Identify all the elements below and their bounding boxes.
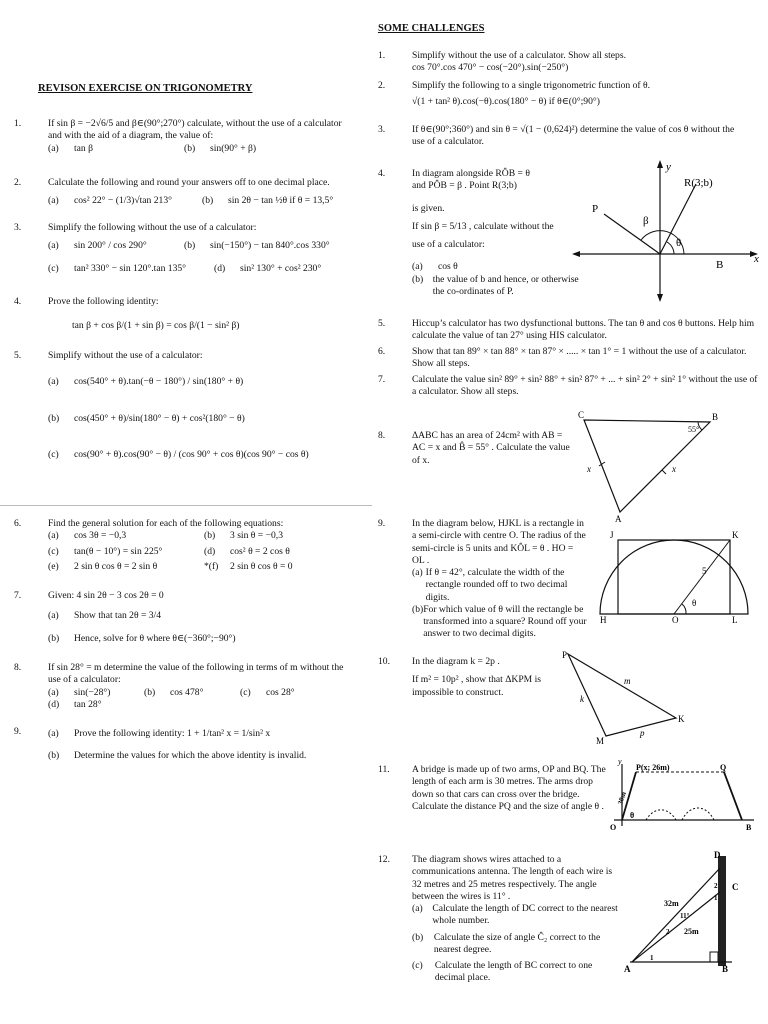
label-b: B (712, 412, 719, 422)
question-9: 9. (a) Prove the following identity: 1 + 1/tan² x = 1/sin² x (b) Determine the values for which the above identity is invalid. (14, 726, 307, 762)
question-6: 6. Find the general solution for each of the following equations: (a) cos 3θ = −0,3 (b) 3 sin θ = −0,3 (c) tan(θ − 10°) = sin 225° (d) cos² θ = 2 cos θ (e) 2 sin θ cos θ = 2 sin θ *(f) 2 sin θ cos θ = 0 (14, 518, 293, 572)
label-kk: K (678, 714, 685, 724)
x-arrow-left-icon (572, 251, 580, 257)
challenge-9: 9. In the diagram below, HJKL is a rectangle in a semi-circle with centre O. The radius of the semi-circle is 5 units and KÔL = θ . HO = OL . (a) If θ = 42°, calculate the width of the rectangle rounded off to two decimal digits. (b) For which value of θ will the rectangle be transformed into a square? Round off your answer to two decimal digits. (378, 518, 587, 640)
label-30m: 30m (616, 790, 628, 806)
figure-c4-axes (570, 158, 766, 304)
label-c1: 1 (714, 894, 718, 902)
wire-ad (632, 868, 720, 962)
challenge-11: 11. A bridge is made up of two arms, OP and BQ. The length of each arm is 30 metres. The arms drop down so that cars can cross over the bridge. Calculate the distance PQ and the size of angle θ . (378, 764, 606, 812)
label-q: Q (720, 763, 727, 772)
semicircle (600, 540, 748, 614)
arc-right (682, 808, 714, 820)
label-l: L (732, 615, 738, 625)
figure-c8-triangle (560, 408, 740, 526)
label-x: x (754, 253, 759, 265)
figure-c10-triangle (556, 648, 696, 748)
label-theta: θ (692, 598, 697, 608)
label-p: P(x; 26m) (636, 763, 670, 772)
label-b: B (716, 259, 724, 271)
label-k: k (580, 694, 584, 704)
label-mm: M (596, 736, 605, 746)
label-o: O (610, 823, 617, 832)
challenge-8: 8. ΔABC has an area of 24cm² with AB = AC = x and B̂ = 55° . Calculate the value of x. (378, 430, 570, 466)
label-r: R(3;b) (684, 177, 713, 189)
label-y: y (666, 161, 671, 173)
label-c: C (578, 410, 585, 420)
label-p: P (592, 203, 599, 215)
y-arrow-down-icon (657, 294, 663, 302)
label-m: m (624, 676, 631, 686)
label-o: O (672, 615, 679, 625)
label-x1: x (587, 464, 591, 474)
challenge-12: 12. The diagram shows wires attached to a communications antenna. The length of each wire is 32 metres and 25 metres respectively. The angle between the wires is 11° . (a) Calculate the length of DC correct to the nearest whole number. (b) Calculate the size of angle Ĉ₂ correct to the nearest degree. (c) Calculate the length of BC correct to one decimal place. (378, 854, 618, 984)
label-k: K (732, 530, 739, 540)
challenge-5: 5. Hiccup’s calculator has two dysfunctional buttons. The tan θ and cos θ buttons. Help him calculate the value of tan 27° using HIS calculator. (378, 318, 755, 342)
figure-c9-semicircle (586, 526, 762, 628)
theta-arc (682, 604, 686, 614)
label-25m: 25m (684, 927, 699, 936)
label-a: A (624, 964, 631, 974)
label-y: y (618, 758, 622, 766)
label-j: J (610, 530, 614, 540)
label-b: B (722, 964, 729, 974)
question-5: 5. Simplify without the use of a calculator: (a) cos(540° + θ).tan(−θ − 180°) / sin(180° + θ) (b) cos(450° + θ)/sin(180° − θ) + cos²(180° − θ) (c) cos(90° + θ).cos(90° − θ) / (cos 90° + cos θ)(cos 90° − cos θ) (14, 350, 309, 460)
label-32m: 32m (664, 899, 679, 908)
label-55: 55° (688, 425, 700, 434)
question-2: 2. Calculate the following and round your answers off to one decimal place. (a) cos² 22° − (1/3)√tan 213° (b) sin 2θ − tan ½θ if θ = 13,5° (14, 177, 334, 207)
challenge-4: 4. In diagram alongside RÔB = θ and PÔB = β . Point R(3;b) is given. If sin β = 5/13 , calculate without the use of a calculator: (a) cos θ (b) the value of b and hence, or otherwise the co-ordinates of P. (378, 168, 579, 297)
radius-ok (674, 540, 730, 614)
arc-left (646, 810, 676, 820)
label-c: C (732, 882, 739, 892)
label-x2: x (672, 464, 676, 474)
label-theta: θ (676, 237, 682, 249)
triangle-kpm (568, 654, 676, 736)
question-3: 3. Simplify the following without the use of a calculator: (a) sin 200° / cos 290° (b) sin(−150°) − tan 840°.cos 330° (c) tan² 330° − sin 120°.tan 135° (d) sin² 130° + cos² 230° (14, 222, 330, 274)
question-1: 1. If sin β = −2√6/5 and β∈(90°;270°) calculate, without the use of a calculator and with the aid of a diagram, the value of: (a) tan β (b) sin(90° + β) (14, 118, 350, 155)
label-p: P (562, 650, 568, 660)
tick-ac (662, 470, 666, 474)
challenge-10: 10. In the diagram k = 2p . If m² = 10p² , show that ΔKPM is impossible to construct. (378, 656, 541, 698)
left-title: REVISON EXERCISE ON TRIGONOMETRY (38, 83, 253, 94)
antenna-mast (718, 856, 726, 966)
right-angle-mark (710, 952, 718, 962)
label-theta: θ (630, 811, 635, 820)
label-11: 11° (680, 912, 690, 920)
q4-identity: tan β + cos β/(1 + sin β) = cos β/(1 − sin² β) (72, 320, 240, 332)
y-arrow-icon (657, 160, 663, 168)
question-4: 4. Prove the following identity: tan β + cos β/(1 + sin β) = cos β/(1 − sin² β) (14, 296, 350, 333)
figure-c11-bridge (606, 758, 766, 838)
figure-c12-antenna (622, 846, 752, 976)
challenge-7: 7. Calculate the value sin² 89° + sin² 88° + sin² 87° + ... + sin² 2° + sin² 1° without the use of a calculator. Show all steps. (378, 374, 758, 398)
challenge-2: 2. Simplify the following to a single trigonometric function of θ. √(1 + tan² θ).cos(−θ).cos(180° − θ) if θ∈(0°;90°) (378, 80, 651, 108)
challenge-6: 6. Show that tan 89° × tan 88° × tan 87° × ..... × tan 1° = 1 without the use of a calculator. Show all steps. (378, 346, 747, 370)
theta-arc (667, 242, 674, 254)
label-beta: β (643, 215, 649, 227)
label-h: H (600, 615, 607, 625)
question-8: 8. If sin 28° = m determine the value of the following in terms of m without the use of a calculator: (a) sin(−28°) (b) cos 478° (c) cos 28° (d) tan 28° (14, 662, 344, 710)
challenge-1: 1. Simplify without the use of a calculator. Show all steps. cos 70°.cos 470° − cos(−20°).sin(−250°) (378, 50, 626, 74)
label-b: B (746, 823, 752, 832)
question-7: 7. Given: 4 sin 2θ − 3 cos 2θ = 0 (a) Show that tan 2θ = 3/4 (b) Hence, solve for θ where θ∈(−360°;−90°) (14, 590, 236, 644)
right-title: SOME CHALLENGES (378, 23, 485, 34)
label-c2: 2 (714, 882, 718, 890)
arm-bq (724, 772, 742, 820)
ray-op (604, 214, 660, 254)
label-a1: 1 (650, 954, 654, 962)
section-divider (0, 505, 372, 506)
label-d: D (714, 850, 721, 860)
challenge-3: 3. If θ∈(90°;360°) and sin θ = √(1 − (0,624)²) determine the value of cos θ without the use of a calculator. (378, 124, 735, 148)
label-5: 5 (702, 566, 707, 576)
label-a2: 2 (666, 928, 670, 936)
label-a: A (615, 514, 622, 524)
label-pp: p (640, 728, 645, 738)
q1-text: If sin β = −2√6/5 and β∈(90°;270°) calculate, without the use of a calculator and with the aid of a diagram, the value of: (48, 118, 342, 142)
